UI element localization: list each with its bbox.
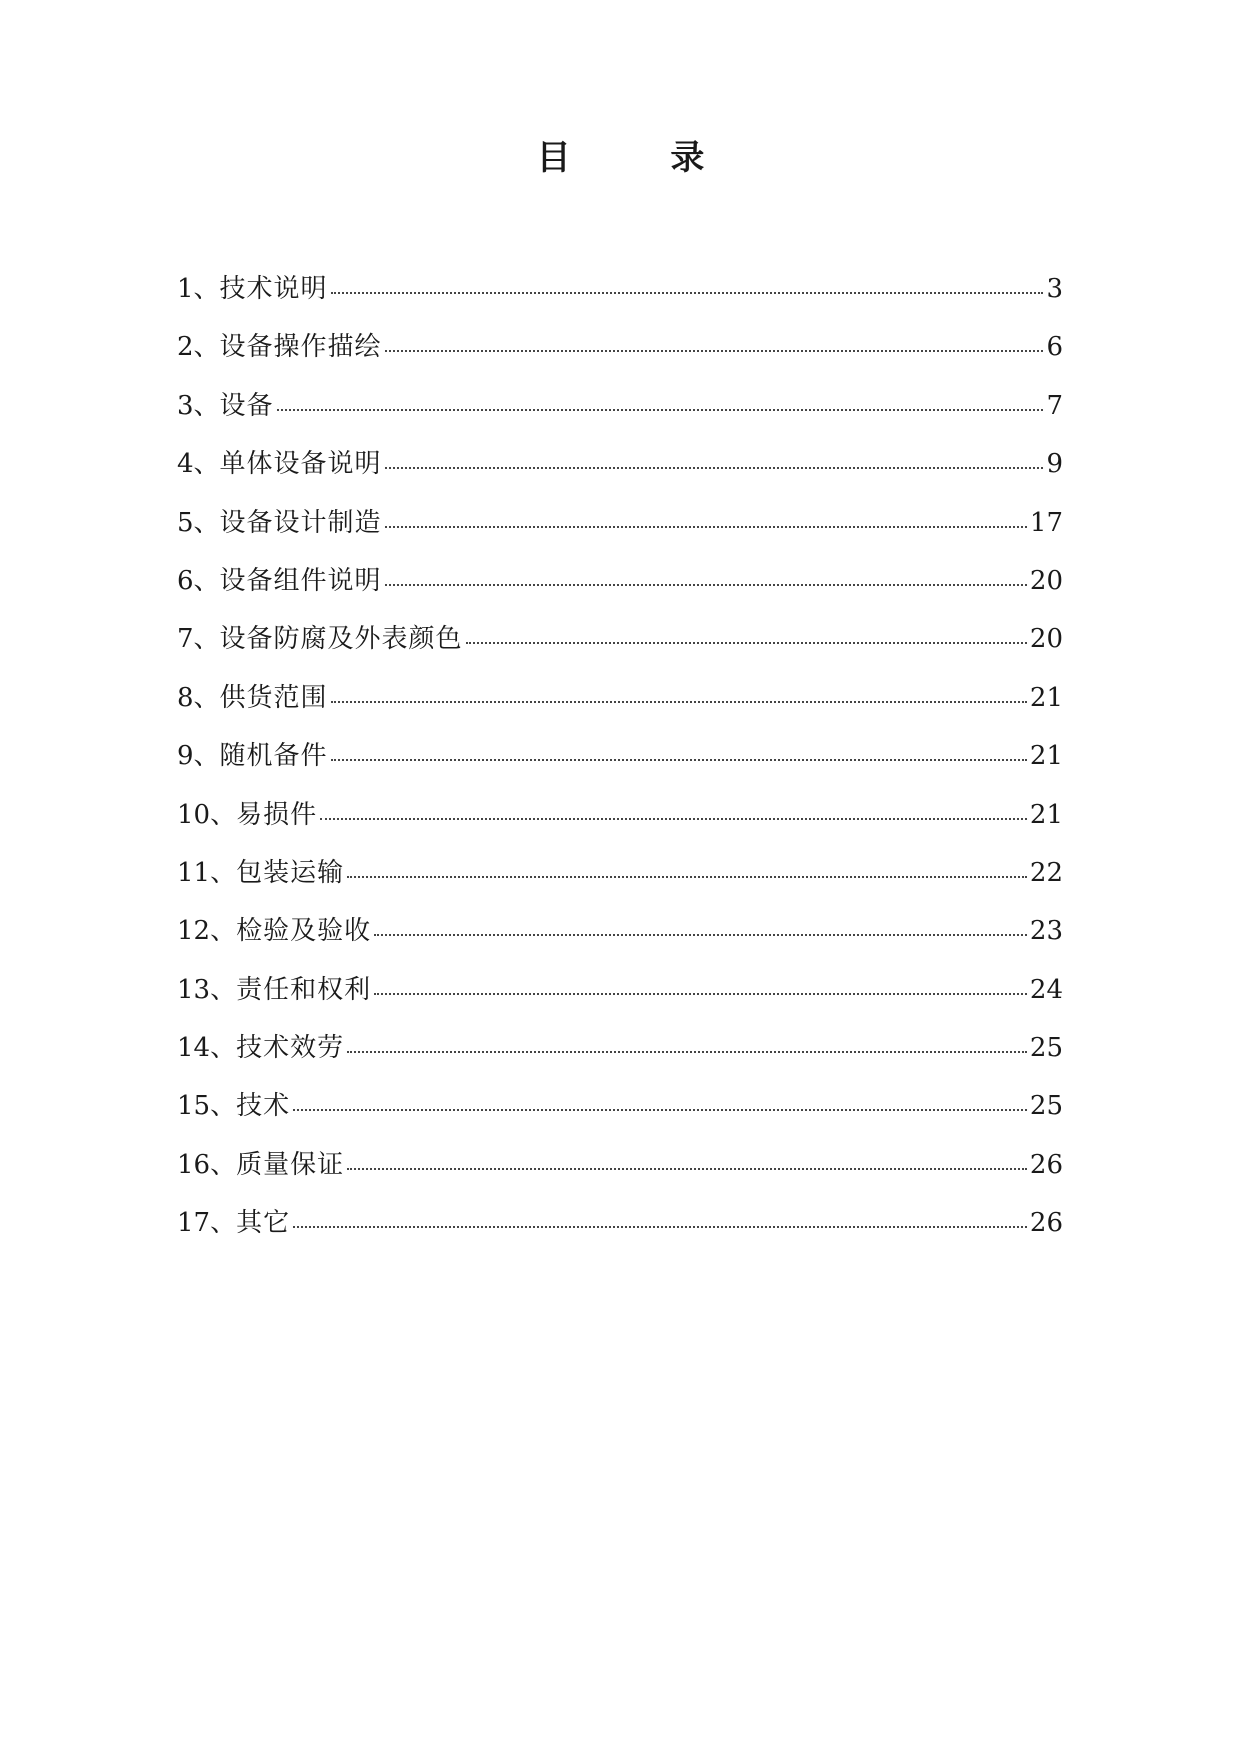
toc-entry-title: 质量保证	[236, 1149, 345, 1180]
toc-entry-page-number: 7	[1046, 390, 1063, 421]
toc-entry-number: 8、	[177, 682, 220, 713]
toc-entry-number: 14、	[177, 1033, 237, 1064]
toc-entry-title: 单体设备说明	[219, 449, 382, 480]
toc-entry-page-number: 21	[1029, 799, 1063, 830]
toc-entry[interactable]	[177, 1031, 1063, 1089]
toc-entry[interactable]	[177, 973, 1063, 1031]
toc-entry-title: 技术	[236, 1091, 291, 1122]
toc-dot-leader	[374, 932, 1027, 936]
toc-dot-leader	[347, 1049, 1027, 1053]
toc-entry[interactable]	[177, 447, 1063, 505]
toc-entry-title: 设备组件说明	[219, 565, 382, 596]
toc-entry-page-number: 23	[1029, 916, 1063, 947]
toc-dot-leader	[374, 991, 1027, 995]
toc-entry-page-number: 20	[1029, 565, 1063, 596]
toc-entry-number: 11、	[177, 857, 237, 888]
toc-dot-leader	[331, 757, 1027, 761]
toc-entry-page-number: 25	[1029, 1091, 1063, 1122]
table-of-contents	[177, 272, 1063, 1265]
toc-entry-page-number: 22	[1029, 857, 1063, 888]
toc-dot-leader	[293, 1107, 1027, 1111]
toc-dot-leader	[385, 524, 1027, 528]
toc-entry[interactable]	[177, 1148, 1063, 1206]
toc-entry[interactable]	[177, 622, 1063, 680]
toc-entry-page-number: 24	[1029, 974, 1063, 1005]
toc-entry-number: 7、	[177, 624, 220, 655]
toc-entry-page-number: 3	[1046, 274, 1063, 304]
toc-entry-number: 2、	[177, 332, 220, 363]
toc-entry-number: 9、	[177, 741, 220, 772]
toc-dot-leader	[293, 1224, 1027, 1228]
toc-entry[interactable]	[177, 1206, 1063, 1264]
toc-entry-title: 供货范围	[219, 682, 328, 713]
toc-dot-leader	[277, 407, 1044, 411]
toc-dot-leader	[385, 348, 1044, 352]
toc-entry-title: 设备	[219, 390, 274, 421]
toc-entry-page-number: 6	[1046, 332, 1063, 363]
toc-entry[interactable]	[177, 272, 1063, 330]
toc-entry[interactable]	[177, 564, 1063, 622]
toc-entry-title: 技术效劳	[236, 1033, 345, 1064]
toc-entry-title: 技术说明	[219, 274, 328, 304]
toc-title: 目 录	[536, 138, 749, 178]
toc-entry[interactable]	[177, 1089, 1063, 1147]
toc-entry-number: 1、	[177, 274, 220, 304]
toc-dot-leader	[331, 290, 1044, 294]
toc-dot-leader	[347, 874, 1027, 878]
toc-entry-page-number: 20	[1029, 624, 1063, 655]
toc-entry-page-number: 9	[1046, 449, 1063, 480]
toc-entry-page-number: 21	[1029, 741, 1063, 772]
toc-entry-title: 包装运输	[236, 857, 345, 888]
toc-dot-leader	[320, 816, 1027, 820]
toc-entry-number: 15、	[177, 1091, 237, 1122]
toc-entry-title: 设备防腐及外表颜色	[219, 624, 463, 655]
toc-dot-leader	[385, 582, 1027, 586]
toc-entry-page-number: 25	[1029, 1033, 1063, 1064]
toc-entry-number: 16、	[177, 1149, 237, 1180]
toc-entry-title: 检验及验收	[236, 916, 372, 947]
toc-entry[interactable]	[177, 330, 1063, 388]
toc-entry-title: 其它	[236, 1208, 291, 1239]
toc-entry-number: 13、	[177, 974, 237, 1005]
toc-entry-number: 3、	[177, 390, 220, 421]
toc-entry[interactable]	[177, 798, 1063, 856]
toc-dot-leader	[331, 699, 1027, 703]
toc-entry-number: 17、	[177, 1208, 237, 1239]
toc-dot-leader	[466, 640, 1027, 644]
toc-entry[interactable]	[177, 739, 1063, 797]
toc-entry-title: 责任和权利	[236, 974, 372, 1005]
toc-entry-page-number: 17	[1029, 507, 1063, 538]
toc-entry[interactable]	[177, 681, 1063, 739]
toc-entry[interactable]	[177, 914, 1063, 972]
toc-dot-leader	[347, 1166, 1027, 1170]
toc-entry-number: 12、	[177, 916, 237, 947]
toc-entry-number: 6、	[177, 565, 220, 596]
toc-entry-number: 10、	[177, 799, 237, 830]
toc-entry-page-number: 21	[1029, 682, 1063, 713]
toc-dot-leader	[385, 465, 1044, 469]
toc-entry-title: 易损件	[236, 799, 318, 830]
toc-entry-title: 随机备件	[219, 741, 328, 772]
toc-entry-number: 5、	[177, 507, 220, 538]
toc-entry-title: 设备操作描绘	[219, 332, 382, 363]
toc-entry[interactable]	[177, 389, 1063, 447]
toc-entry-title: 设备设计制造	[219, 507, 382, 538]
toc-entry-number: 4、	[177, 449, 220, 480]
toc-entry-page-number: 26	[1029, 1149, 1063, 1180]
toc-entry[interactable]	[177, 856, 1063, 914]
toc-entry-page-number: 26	[1029, 1208, 1063, 1239]
toc-entry[interactable]	[177, 506, 1063, 564]
